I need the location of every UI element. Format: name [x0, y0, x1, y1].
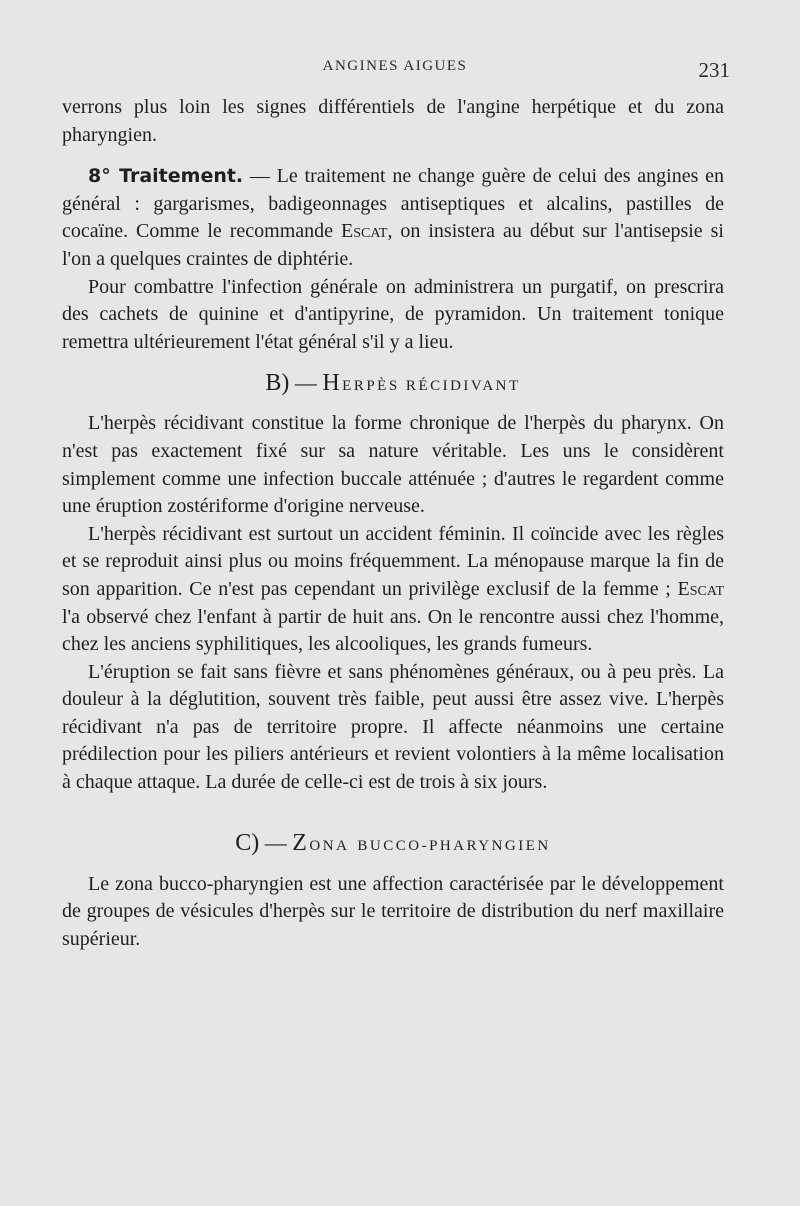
heading-zona: [62, 827, 724, 859]
body-text: [62, 94, 724, 953]
author-name: Escat: [677, 577, 724, 600]
paragraph-text: — Le traitement ne change guère de celui des angines en général : gargarismes, badigeonnages antiseptiques et alcalins, pastilles de cocaïne. Comme le recommande: [62, 165, 724, 243]
paragraph-text: , on insistera au début sur l'antisepsie si l'on a quelques craintes de diphtérie.: [62, 220, 724, 270]
heading-title: BUCCO-PHARYNGIEN: [357, 837, 551, 854]
paragraph-herpes-1: L'herpès récidivant constitue la forme chronique de l'herpès du pharynx. On n'est pas exactement fixé sur sa nature véritable. Les uns le considèrent simplement comme une infection buccale atténuée ; d'autres le regardent comme une éruption zostériforme d'origine nerveuse.: [62, 412, 724, 518]
heading-dash: —: [259, 829, 293, 855]
heading-dash: —: [289, 370, 323, 396]
heading-title: ERPÈS RÉCIDIVANT: [342, 378, 521, 395]
page-number: 231: [698, 58, 730, 82]
running-title: ANGINES AIGUES: [322, 58, 468, 74]
heading-initial: H: [322, 370, 343, 397]
heading-herpes-recidivant: [62, 368, 724, 398]
paragraph-text: l'a observé chez l'enfant à partir de huit ans. On le rencontre aussi chez l'homme, chez les anciens syphilitiques, les alcooliques, les grands fumeurs.: [62, 605, 724, 656]
paragraph-continuation: verrons plus loin les signes différentiels de l'angine herpétique et du zona pharyngien.: [62, 96, 724, 146]
paragraph-herpes-2: [62, 521, 724, 659]
paragraph-herpes-3: L'éruption se fait sans fièvre et sans phénomènes généraux, ou à peu près. La douleur à la déglutition, souvent très faible, peut aussi être assez vive. L'herpès récidivant n'a pas de territoire propre. Il affecte néanmoins une certaine prédilection pour les piliers antérieurs et revient volontiers à la même localisation à chaque attaque. La durée de celle-ci est de trois à six jours.: [62, 660, 724, 794]
heading-initial: Z: [292, 829, 310, 856]
paragraph-infection: Pour combattre l'infection générale on administrera un purgatif, on prescrira des cachets de quinine et d'antipyrine, de pyramidon. Un traitement tonique remettra ultérieurement l'état général s'il y a lieu.: [62, 275, 724, 353]
heading-title: ONA: [309, 837, 350, 854]
page-header: [0, 58, 800, 88]
paragraph-zona: Le zona bucco-pharyngien est une affection caractérisée par le développement de groupes de vésicules d'herpès sur le territoire de distribution du nerf maxillaire supérieur.: [62, 872, 724, 950]
section-lead-traitement: 8° Traitement.: [88, 165, 244, 188]
paragraph-traitement: [62, 163, 724, 273]
author-name: Escat: [340, 220, 388, 243]
heading-letter: C): [235, 829, 260, 856]
heading-letter: B): [265, 370, 290, 397]
paragraph-text: L'herpès récidivant est surtout un accident féminin. Il coïncide avec les règles et se reproduit ainsi plus ou moins fréquemment. La ménopause marque la fin de son apparition. Ce n'est pas cependant un privilège exclusif de la femme ;: [62, 522, 724, 600]
